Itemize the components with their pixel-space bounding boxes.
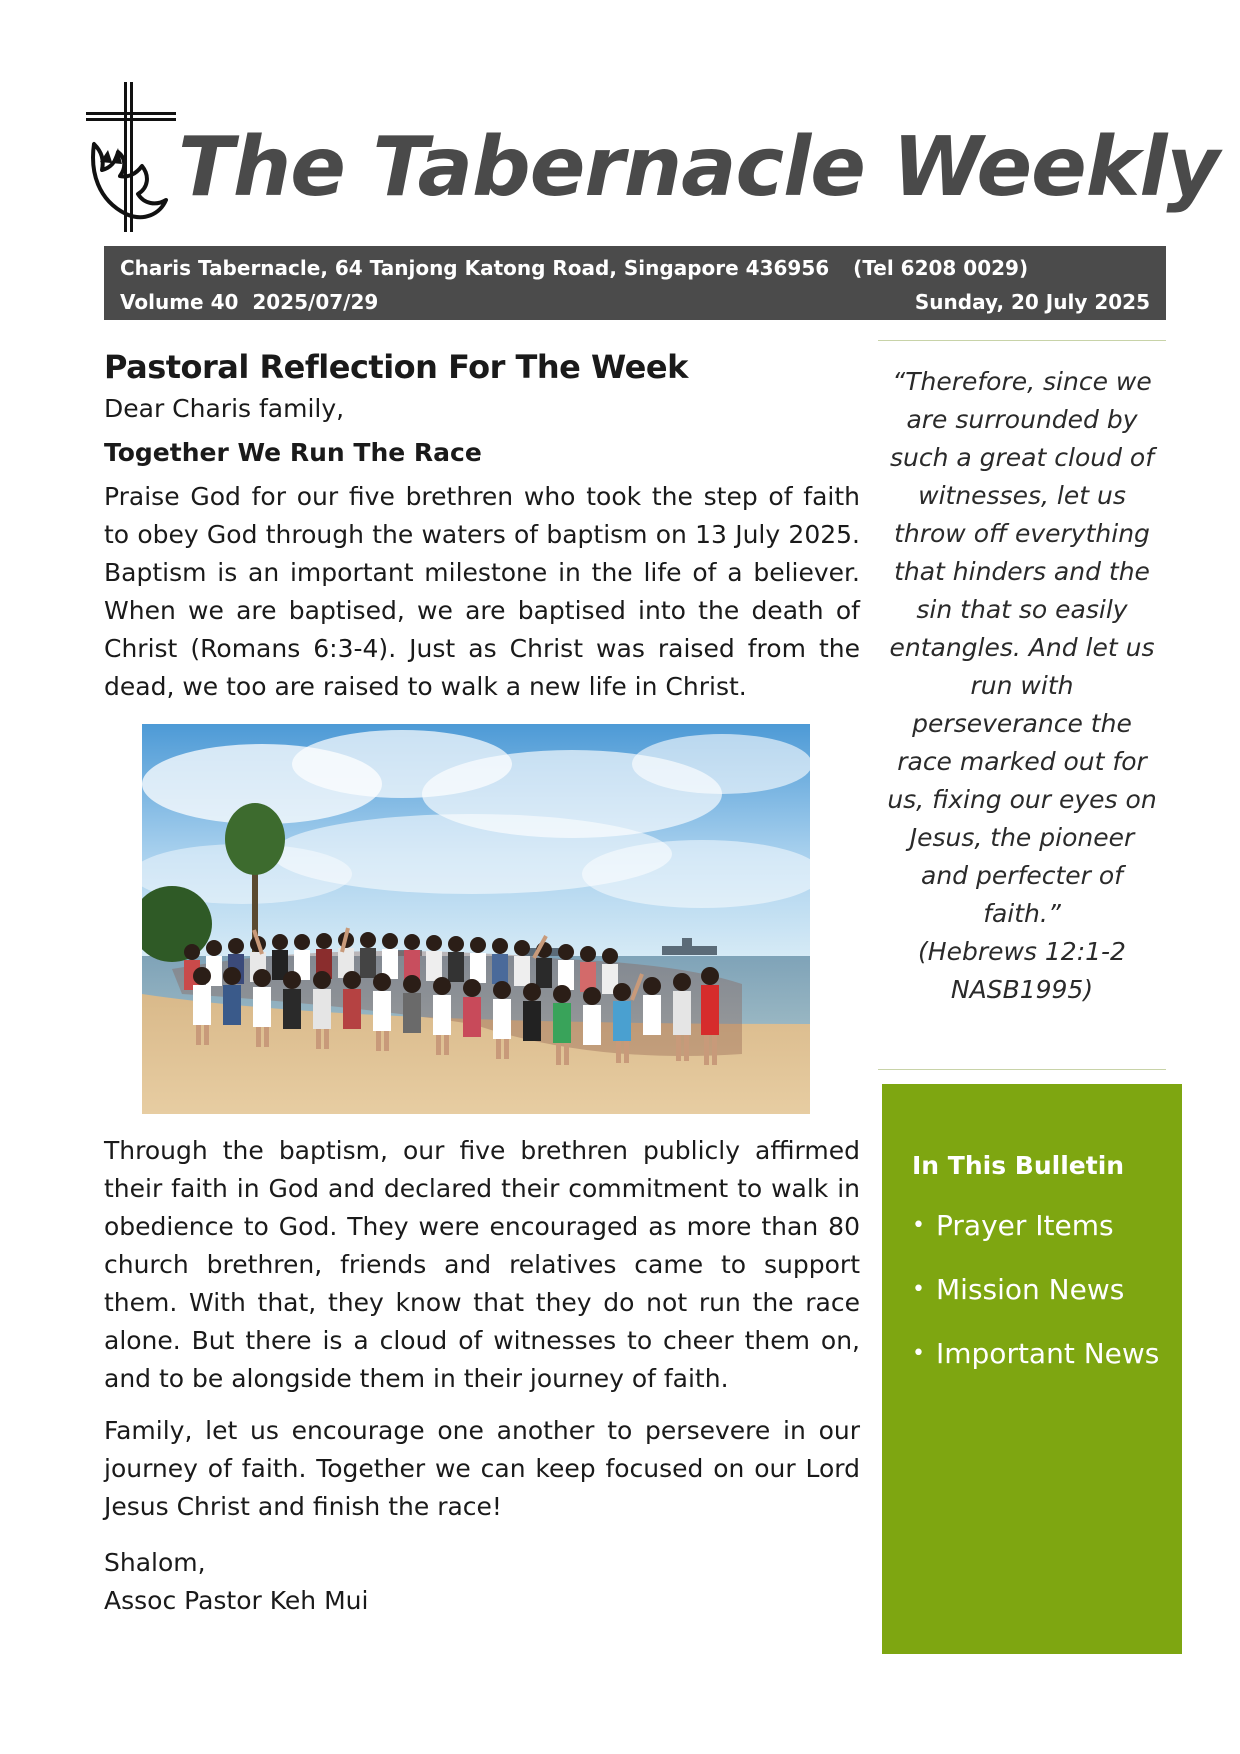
info-row-issue (120, 285, 1150, 319)
main-article (104, 344, 860, 1620)
address-line (120, 251, 1028, 285)
volume-number: Volume 40 2025/07/29 (120, 290, 379, 314)
closing-greeting: Shalom, (104, 1548, 206, 1577)
article-paragraph-1: Praise God for our five brethren who took the step of faith to obey God through the waters of baptism on 13 July 2025. Baptism is an important milestone in the life of a believer. When we are baptised, we are baptised into the death of Christ (Romans 6:3-4). Just as Christ was raised from the dead, we too are raised to walk a new life in Christ. (104, 482, 860, 701)
article-paragraph-2: Through the baptism, our five brethren publicly affirmed their faith in God and declared their commitment to walk in obedience to God. They were encouraged as more than 80 church brethren, friends and relatives came to support them. With that, they know that they do not run the race alone. But there is a cloud of witnesses to cheer them on, and to be alongside them in their journey of faith. (104, 1136, 860, 1393)
article-title: Pastoral Reflection For The Week (104, 348, 688, 386)
baptism-group-photo (142, 724, 810, 1114)
cross-flame-icon (86, 82, 176, 232)
scripture-quote-box (878, 340, 1166, 1070)
bulletin-list (912, 1204, 1162, 1376)
bulletin-item-prayer-items[interactable]: • Prayer Items (912, 1204, 1162, 1248)
article-paragraph-3: Family, let us encourage one another to persevere in our journey of faith. Together we can keep focused on our Lord Jesus Christ and finish the race! (104, 1416, 860, 1521)
bulletin-item-important-news[interactable]: • Important News (912, 1332, 1162, 1376)
church-logo (86, 82, 176, 232)
bulletin-contents-box (882, 1084, 1182, 1654)
newsletter-title: The Tabernacle Weekly (178, 120, 1219, 215)
scripture-quote: “Therefore, since we are surrounded by such a great cloud of witnesses, let us throw off everything that hinders and the sin that so easily entangles. And let us run with perseverance the race marked out for us, fixing our eyes on Jesus, the pioneer and perfecter of faith.” (887, 367, 1157, 928)
issue-date: Sunday, 20 July 2025 (914, 290, 1150, 314)
info-bar (104, 246, 1166, 320)
article-subheading: Together We Run The Race (104, 438, 482, 467)
salutation: Dear Charis family, (104, 394, 345, 423)
bulletin-title: In This Bulletin (912, 1151, 1125, 1180)
church-address: Charis Tabernacle, 64 Tanjong Katong Road, Singapore 436956 (120, 256, 830, 280)
bulletin-item-mission-news[interactable]: • Mission News (912, 1268, 1162, 1312)
info-row-address (120, 251, 1150, 285)
article-author: Assoc Pastor Keh Mui (104, 1586, 369, 1615)
scripture-reference: (Hebrews 12:1-2 NASB1995) (918, 937, 1126, 1004)
signoff (104, 1544, 860, 1620)
church-phone: (Tel 6208 0029) (853, 256, 1029, 280)
